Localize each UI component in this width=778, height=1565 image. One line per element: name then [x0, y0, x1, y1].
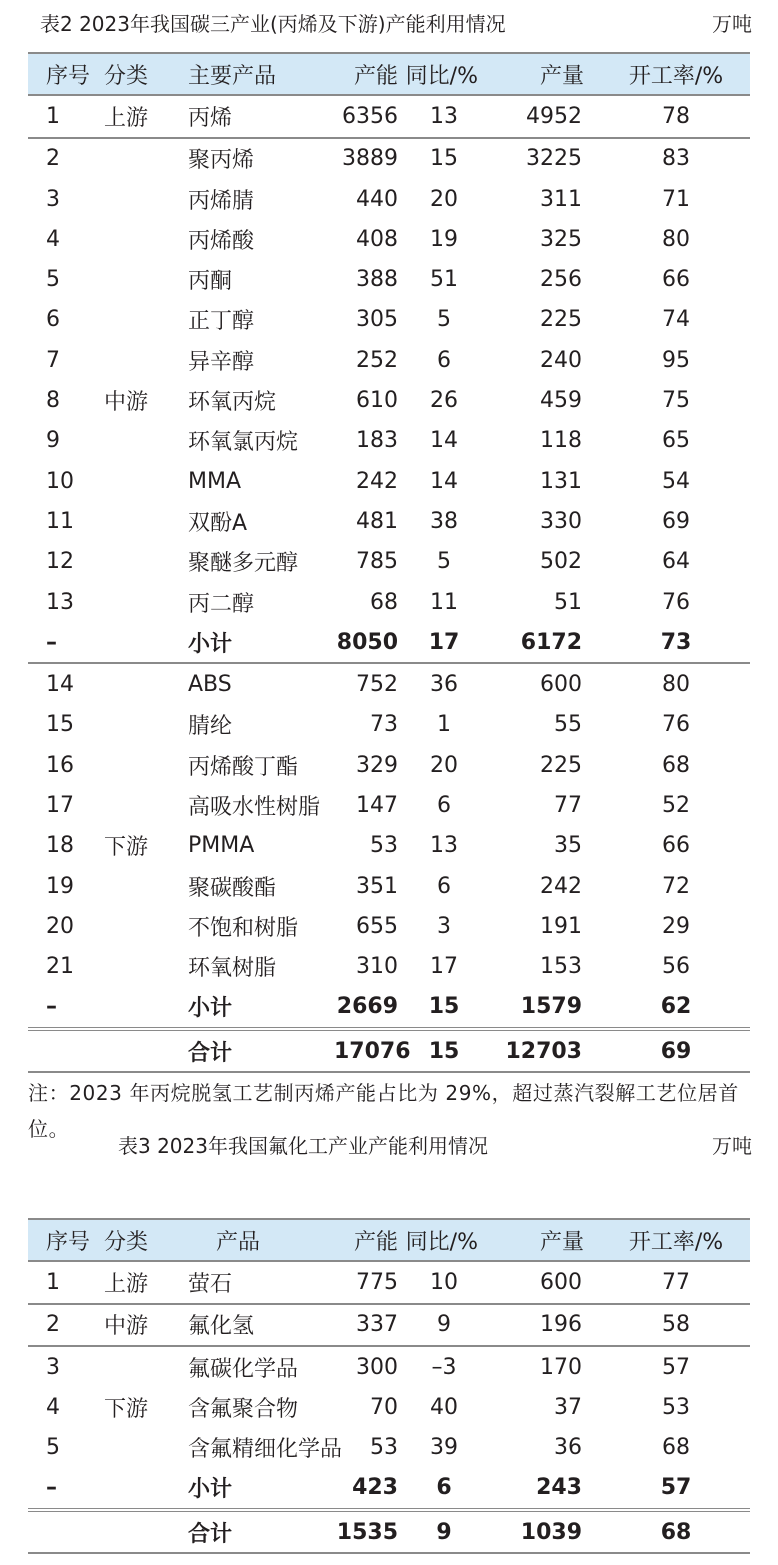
table-row	[28, 906, 750, 946]
table-cell: 14	[430, 428, 458, 454]
table-cell: 68	[602, 1510, 750, 1553]
table2-title: 表2 2023年我国碳三产业(丙烯及下游)产能利用情况	[40, 12, 506, 36]
table-cell: 54	[662, 468, 690, 494]
table-cell: 环氧树脂	[188, 956, 277, 982]
table-cell: 中游	[104, 390, 149, 416]
table3-header-cell: 同比/%	[398, 1219, 490, 1261]
table-cell: 13	[430, 103, 458, 129]
table-row	[28, 1510, 750, 1553]
table-cell: 正丁醇	[188, 309, 255, 335]
table-cell	[100, 705, 188, 745]
table-cell: 5	[46, 1435, 60, 1461]
table-cell: PMMA	[188, 833, 255, 859]
table-cell: 69	[602, 1029, 750, 1072]
table-cell: 655	[356, 913, 398, 939]
table-row	[28, 259, 750, 299]
table-cell: 小计	[188, 631, 233, 657]
table-cell: 小计	[188, 1477, 233, 1503]
table-cell	[100, 987, 188, 1029]
table-cell: 腈纶	[188, 714, 233, 740]
table3-header-cell: 分类	[100, 1219, 188, 1261]
table-cell: 3	[437, 913, 451, 939]
table-cell: 17	[46, 792, 74, 818]
table-cell: 329	[356, 752, 398, 778]
table-cell: 环氧丙烷	[188, 390, 277, 416]
table2-caption	[0, 0, 778, 40]
table-cell: MMA	[188, 468, 242, 494]
table-cell: 合计	[188, 1029, 334, 1072]
table-cell: 15	[398, 138, 490, 179]
table-cell: 80	[602, 663, 750, 704]
table-cell: 252	[356, 347, 398, 373]
table-cell: 68	[370, 589, 398, 615]
table-row	[28, 1029, 750, 1072]
table-cell: 丙二醇	[188, 591, 255, 617]
table3-unit: 万吨	[712, 1134, 752, 1158]
table-cell: 1579	[520, 994, 582, 1020]
table-row	[28, 1346, 750, 1387]
table-cell: 68	[662, 1435, 690, 1461]
table3-header-cell: 产品	[188, 1219, 334, 1261]
table-cell: 5	[437, 307, 451, 333]
table-cell: 上游	[104, 105, 149, 131]
table-cell	[100, 1427, 188, 1467]
table-cell: 4	[46, 1394, 60, 1420]
table-cell: 聚丙烯	[188, 138, 334, 179]
table-cell: 5	[437, 549, 451, 575]
table-cell: 65	[662, 428, 690, 454]
table-cell: 600	[540, 1269, 582, 1295]
table-cell: 丙酮	[188, 269, 233, 295]
table-row	[28, 179, 750, 219]
table-cell: 13	[46, 589, 74, 615]
table-cell: 丙烯	[188, 105, 233, 131]
table-cell	[100, 219, 188, 259]
table-row	[28, 947, 750, 987]
table-row	[28, 1427, 750, 1467]
table-cell: ABS	[188, 663, 334, 704]
table-cell: 8050	[336, 629, 398, 655]
table-cell: 502	[540, 549, 582, 575]
table-cell	[100, 622, 188, 663]
table-cell: 3889	[334, 138, 398, 179]
table-cell: –	[46, 1475, 57, 1501]
table-cell: –3	[398, 1346, 490, 1387]
table-cell: 17	[428, 629, 460, 655]
table-cell: 19	[46, 873, 74, 899]
table-cell: 58	[602, 1304, 750, 1346]
table-row	[28, 219, 750, 259]
table-cell: 83	[602, 138, 750, 179]
table-cell: 170	[490, 1346, 602, 1387]
table-cell	[100, 542, 188, 582]
table-cell: 311	[540, 186, 582, 212]
table-cell: 13	[430, 833, 458, 859]
table2-header-cell: 主要产品	[188, 53, 334, 95]
table-cell: 下游	[104, 835, 149, 861]
table-row	[28, 340, 750, 380]
table-cell: 610	[356, 388, 398, 414]
table-cell: 6	[437, 792, 451, 818]
table-row	[28, 1468, 750, 1510]
table-cell: 62	[660, 994, 692, 1020]
table-cell: 中游	[100, 1304, 188, 1346]
table-cell: 17	[430, 954, 458, 980]
table-cell: 20	[430, 186, 458, 212]
table-cell: 3	[46, 186, 60, 212]
table-cell	[100, 1346, 188, 1387]
table-cell	[100, 663, 188, 704]
table-cell: 11	[430, 589, 458, 615]
table-cell: 752	[334, 663, 398, 704]
table-cell: 77	[554, 792, 582, 818]
table-row	[28, 501, 750, 541]
table-cell: 14	[28, 663, 100, 704]
table2-header-row	[28, 53, 750, 95]
table-cell: 131	[540, 468, 582, 494]
table-cell	[100, 582, 188, 622]
table3	[28, 1218, 750, 1554]
table-cell: 21	[46, 954, 74, 980]
table-cell: 19	[430, 226, 458, 252]
table-cell: 36	[554, 1435, 582, 1461]
table-cell: 丙烯腈	[188, 188, 255, 214]
table-row	[28, 745, 750, 785]
table-cell	[100, 1510, 188, 1553]
table-cell: 330	[540, 508, 582, 534]
table-cell: 1039	[490, 1510, 602, 1553]
table-cell	[100, 1468, 188, 1510]
table-cell: 1	[437, 712, 451, 738]
table-cell: 高吸水性树脂	[188, 794, 321, 820]
table-cell: 66	[662, 833, 690, 859]
table-cell: 不饱和树脂	[188, 915, 299, 941]
table-cell: 含氟精细化学品	[188, 1437, 343, 1463]
table-cell	[100, 906, 188, 946]
table-row	[28, 421, 750, 461]
table-cell: 萤石	[188, 1271, 233, 1297]
table-cell: 64	[662, 549, 690, 575]
table-row	[28, 1261, 750, 1303]
table2-header-cell: 同比/%	[398, 53, 490, 95]
table-cell: 12	[46, 549, 74, 575]
table-cell: 39	[430, 1435, 458, 1461]
table-cell: 80	[662, 226, 690, 252]
table-row	[28, 138, 750, 179]
table-cell: 6	[436, 1475, 452, 1501]
table-cell: 40	[430, 1394, 458, 1420]
table-cell	[100, 300, 188, 340]
table-row	[28, 785, 750, 825]
table-cell: 4	[46, 226, 60, 252]
table-cell: 2	[28, 1304, 100, 1346]
table-cell: 18	[46, 833, 74, 859]
table-cell: 240	[540, 347, 582, 373]
table-cell: 11	[46, 508, 74, 534]
table-cell: 191	[540, 913, 582, 939]
table-cell: 6	[437, 347, 451, 373]
table-row	[28, 987, 750, 1029]
table-cell: 37	[554, 1394, 582, 1420]
table3-title: 表3 2023年我国氟化工产业产能利用情况	[118, 1134, 488, 1158]
table2-header-cell: 产能	[334, 53, 398, 95]
table-cell: 256	[540, 267, 582, 293]
table-row	[28, 705, 750, 745]
table-cell: 下游	[104, 1396, 149, 1422]
table-cell: 4952	[526, 103, 582, 129]
table-cell	[100, 1029, 188, 1072]
table3-caption	[0, 1122, 778, 1162]
table-cell: 337	[334, 1304, 398, 1346]
table-cell: 95	[662, 347, 690, 373]
table-row	[28, 461, 750, 501]
table-cell	[100, 138, 188, 179]
table-cell: 小计	[188, 996, 233, 1022]
table-cell: 459	[540, 388, 582, 414]
table-cell: 聚醚多元醇	[188, 551, 299, 577]
table-cell: 325	[540, 226, 582, 252]
table-cell: 600	[490, 663, 602, 704]
table-cell: 35	[554, 833, 582, 859]
table-cell: 72	[662, 873, 690, 899]
table-cell: 51	[554, 589, 582, 615]
table-cell: 56	[662, 954, 690, 980]
table-cell: 118	[540, 428, 582, 454]
table-cell: 53	[662, 1394, 690, 1420]
table-row	[28, 380, 750, 420]
table-cell: 氟碳化学品	[188, 1346, 334, 1387]
table-cell	[100, 785, 188, 825]
table-cell	[100, 947, 188, 987]
table3-header-cell: 开工率/%	[602, 1219, 750, 1261]
table-cell: 1	[46, 1269, 60, 1295]
table-cell	[100, 745, 188, 785]
table-cell: 2669	[336, 994, 398, 1020]
table-cell: 29	[662, 913, 690, 939]
table-cell: 丙烯酸丁酯	[188, 754, 299, 780]
table-cell: 70	[370, 1394, 398, 1420]
table3-header-cell: 序号	[28, 1219, 100, 1261]
table-cell: 6172	[520, 629, 582, 655]
table-cell: 440	[356, 186, 398, 212]
table-row	[28, 866, 750, 906]
table-cell: 183	[356, 428, 398, 454]
table-cell: 双酚A	[188, 510, 248, 536]
table-cell: 9	[398, 1304, 490, 1346]
table-cell: 3225	[490, 138, 602, 179]
table2-header-cell: 产量	[490, 53, 602, 95]
table2-header-cell: 开工率/%	[602, 53, 750, 95]
table-cell	[28, 1510, 100, 1553]
table-cell: 53	[370, 1435, 398, 1461]
table-cell	[100, 866, 188, 906]
table-cell: 38	[430, 508, 458, 534]
table-row	[28, 582, 750, 622]
table-cell: 423	[352, 1475, 398, 1501]
table-cell: 6	[437, 873, 451, 899]
table-cell: 20	[46, 913, 74, 939]
table-cell: 15	[398, 1029, 490, 1072]
table-cell: 15	[46, 712, 74, 738]
table-row	[28, 622, 750, 663]
table-cell: 丙烯酸	[188, 228, 255, 254]
table-cell: 2	[28, 138, 100, 179]
table2-note: 注：2023 年丙烷脱氢工艺制丙烯产能占比为 29%，超过蒸汽裂解工艺位居首位。	[28, 1081, 739, 1141]
table-cell: 77	[662, 1269, 690, 1295]
table-cell: 76	[662, 712, 690, 738]
table-cell: 55	[554, 712, 582, 738]
table-cell: –	[46, 629, 57, 655]
table-row	[28, 95, 750, 137]
table-cell	[100, 259, 188, 299]
table-cell: 10	[430, 1269, 458, 1295]
table-cell: 6	[46, 307, 60, 333]
table-cell: 5	[46, 267, 60, 293]
table2-header-cell: 序号	[28, 53, 100, 95]
table-cell	[100, 421, 188, 461]
table-row	[28, 826, 750, 866]
table-row	[28, 663, 750, 704]
table-cell: 8	[46, 388, 60, 414]
table-cell	[100, 340, 188, 380]
table-row	[28, 1387, 750, 1427]
table-cell: 310	[356, 954, 398, 980]
table-cell: 26	[430, 388, 458, 414]
table-cell: –	[46, 994, 57, 1020]
table-cell: 78	[662, 103, 690, 129]
table-cell: 1535	[334, 1510, 398, 1553]
table-cell: 300	[334, 1346, 398, 1387]
table-cell: 16	[46, 752, 74, 778]
table-cell	[100, 501, 188, 541]
table-cell: 242	[356, 468, 398, 494]
table-cell: 71	[662, 186, 690, 212]
table-cell: 9	[398, 1510, 490, 1553]
table-cell: 66	[662, 267, 690, 293]
table-cell: 196	[490, 1304, 602, 1346]
table-cell: 7	[46, 347, 60, 373]
table-row	[28, 542, 750, 582]
table-cell: 20	[430, 752, 458, 778]
table-cell: 聚碳酸酯	[188, 875, 277, 901]
table-cell: 305	[356, 307, 398, 333]
table-cell	[28, 1029, 100, 1072]
table3-header-cell: 产能	[334, 1219, 398, 1261]
table-cell: 14	[430, 468, 458, 494]
table-row	[28, 1304, 750, 1346]
table2-unit: 万吨	[712, 12, 752, 36]
table-cell: 57	[602, 1346, 750, 1387]
table-cell: 73	[660, 629, 692, 655]
table-cell: 15	[428, 994, 460, 1020]
table-cell: 异辛醇	[188, 349, 255, 375]
table-cell: 153	[540, 954, 582, 980]
table-cell	[100, 461, 188, 501]
table3-header-cell: 产量	[490, 1219, 602, 1261]
table-cell: 环氧氯丙烷	[188, 430, 299, 456]
table-cell: 225	[540, 752, 582, 778]
table-row	[28, 300, 750, 340]
table-cell: 52	[662, 792, 690, 818]
table-cell: 上游	[104, 1271, 149, 1297]
table-cell: 225	[540, 307, 582, 333]
table-cell: 481	[356, 508, 398, 534]
table-cell: 10	[46, 468, 74, 494]
table-cell: 57	[660, 1475, 692, 1501]
table-cell: 785	[356, 549, 398, 575]
table-cell: 9	[46, 428, 60, 454]
table-cell: 51	[430, 267, 458, 293]
table-cell: 388	[356, 267, 398, 293]
table3-header-row	[28, 1219, 750, 1261]
table-cell: 68	[662, 752, 690, 778]
table-cell: 53	[370, 833, 398, 859]
table-cell: 6356	[342, 103, 398, 129]
table-cell: 73	[370, 712, 398, 738]
table-cell: 775	[356, 1269, 398, 1295]
table-cell: 1	[46, 103, 60, 129]
table-cell: 408	[356, 226, 398, 252]
table-cell	[100, 179, 188, 219]
table-cell: 69	[662, 508, 690, 534]
table-cell: 合计	[188, 1510, 334, 1553]
table-cell: 74	[662, 307, 690, 333]
table2-header-cell: 分类	[100, 53, 188, 95]
table-cell: 12703	[490, 1029, 602, 1072]
table-cell: 76	[662, 589, 690, 615]
table-cell: 氟化氢	[188, 1304, 334, 1346]
table-cell: 243	[536, 1475, 582, 1501]
table2	[28, 52, 750, 1073]
table-cell: 3	[28, 1346, 100, 1387]
table-cell: 17076	[334, 1029, 398, 1072]
table-cell: 75	[662, 388, 690, 414]
table-cell: 含氟聚合物	[188, 1396, 299, 1422]
table-cell: 147	[356, 792, 398, 818]
table-cell: 242	[540, 873, 582, 899]
table-cell: 351	[356, 873, 398, 899]
table-cell: 36	[398, 663, 490, 704]
